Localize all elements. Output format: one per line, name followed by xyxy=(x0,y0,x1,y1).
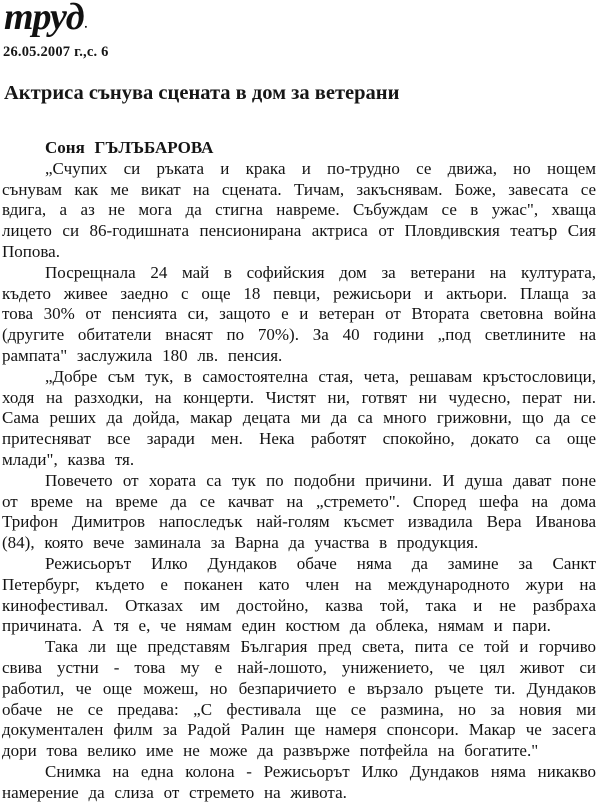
article-paragraph: Посрещнала 24 май в софийския дом за ветерани на културата, където живее заедно с още 18 певци, режисьори и актьори. Плаща за това 30% от пенсията си, защото е и ветеран от Втората световна война (другите обитатели внасят по 70%). За 40 години „под светлините на рампата" заслужила 180 лв. пенсия. xyxy=(2,262,596,365)
date-line: 26.05.2007 г.,с. 6 xyxy=(3,44,109,60)
photo-caption-note: Снимка на една колона - Режисьорът Илко Дундаков няма никакво намерение да слиза от стремето на живота. xyxy=(2,761,596,802)
headline: Актриса сънува сцената в дом за ветерани xyxy=(4,82,400,104)
article-body xyxy=(2,138,596,804)
article-paragraph: Така ли ще представям България пред света, пита се той и горчиво свива устни - това му е най-лошото, унижението, че цял живот си работил, че още можеш, но безпаричието е вързало ръцете ти. Дундаков обаче не се предава: „С фестивала ще се размина, но за новия ми документален филм за Радой Ралин ще намеря спонсори. Макар че засега дори това велико име не може да развърже потфейла на богатите." xyxy=(2,637,596,761)
article-paragraph: Режисьорът Илко Дундаков обаче няма да замине за Санкт Петербург, където е поканен като член на международното жури на кинофестивал. Отказах им достойно, казва той, така и не разбраха причината. А тя е, че нямам един костюм да облека, нямам и пари. xyxy=(2,553,596,636)
masthead xyxy=(2,2,596,105)
trud-logo xyxy=(4,2,596,42)
article-paragraph: Повечето от хората са тук по подобни причини. И душа дават поне от време на време да се качват на „стремето". Според шефа на дома Трифон Димитров напоследък най-голям късмет извадила Вера Иванова (84), която вече заминала за Варна да участва в продукция. xyxy=(2,470,596,553)
byline: Соня ГЪЛЪБАРОВА xyxy=(45,138,214,157)
article-paragraph: „Счупих си ръката и крака и по-трудно се движа, но нощем сънувам как ме викат на сцената. Тичам, закъснявам. Боже, завесата се вдига, а аз не мога да стигна навреме. Събуждам се в ужас", хваща лицето си 86-годишната пенсионирана актриса от Пловдивския театър Сия Попова. xyxy=(2,158,596,261)
article-paragraph: „Добре съм тук, в самостоятелна стая, чета, решавам кръстословици, ходя на разходки, на концерти. Чистят ни, готвят ни чудесно, перат ни. Сама реших да дойда, макар децата ми да са много грижовни, що да се притесняват все заради мен. Нека работят спокойно, докато са още млади", казва тя. xyxy=(2,366,596,469)
logo-trademark-icon: ▪ xyxy=(84,23,87,31)
logo-text: труд xyxy=(4,0,84,38)
